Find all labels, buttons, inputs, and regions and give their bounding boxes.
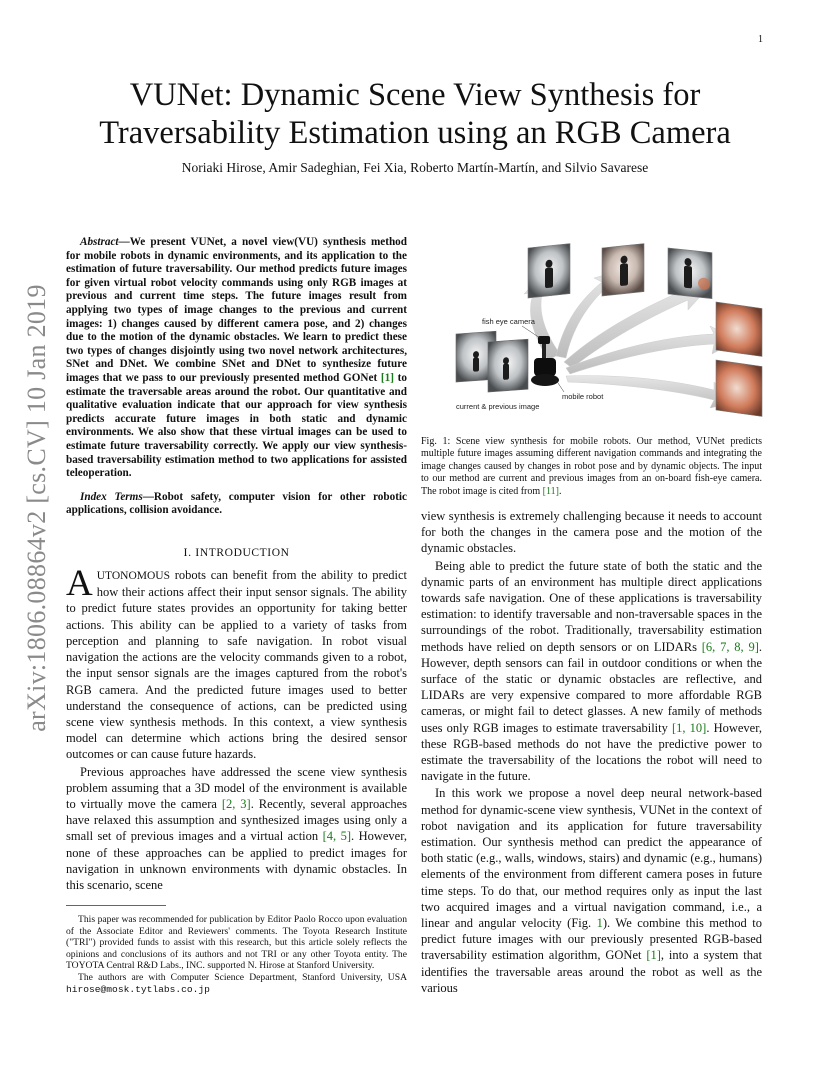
title-line-2: Traversability Estimation using an RGB Camera <box>99 115 731 151</box>
intro-p2-text-b: . Recently, several approaches have relaxed this assumption and synthesized images using only a small set of previous images and a virtual action <box>66 796 408 844</box>
predicted-image-3 <box>668 248 712 299</box>
abstract <box>66 236 407 481</box>
figure-1-caption <box>421 436 762 498</box>
abstract-text-end: to estimate the traversable areas around the robot. Our quantitative and qualitative evaluation indicate that our approach for view synthesis predicts accurate future images in both static and dynamic environments. We also show that these virtual images can be used to estimate future traversability correctly. We apply our view synthesis-based traversability estimation method to two applications for assisted teleoperation. <box>66 371 407 480</box>
label-current-previous-image: current & previous image <box>456 402 540 411</box>
right-paragraph-1 <box>421 558 762 785</box>
predicted-image-5 <box>716 360 762 416</box>
predicted-image-2 <box>602 244 644 296</box>
right-p1-text-a: Being able to predict the future state of both the static and the dynamic parts of an environment has multiple direct applications towards safe navigation. One of these applications is traversability estimation: to identify traversable and non-traversable spaces in the surroundings of the robot. Traditionally, traversability estimation methods have relied on depth sensors or on LIDARs <box>421 558 762 654</box>
caption-text: Fig. 1: Scene view synthesis for mobile robots. Our method, VUNet predicts multiple future images assuming different navigation commands and integrating the image changes caused by changes in robot pose and by dynamic objects. The input to our method are current and previous images from an on-board fish-eye camera. The robot image is cited from <box>421 436 762 497</box>
citation-link[interactable]: [1, 10] <box>672 720 707 735</box>
intro-paragraph-1 <box>66 563 407 762</box>
intro-paragraph-2 <box>66 764 407 894</box>
abstract-lead: Abstract <box>80 236 119 248</box>
figure-1 <box>452 242 764 418</box>
section-number: I. <box>183 544 196 559</box>
current-image <box>488 339 528 392</box>
footnote-affiliation-text: The authors are with Computer Science Department, Stanford University, USA <box>78 971 407 983</box>
section-heading-initial: I <box>195 544 200 559</box>
page-number: 1 <box>758 34 763 45</box>
predicted-image-4 <box>716 302 762 356</box>
right-p2-text-a: In this work we propose a novel deep neural network-based method for dynamic-scene view synthesis, VUNet in the context of robot navigation and its application for future traversability estimation. Our synthesis method can predict the appearance of both static (e.g., walls, windows, stairs) and dynamic (e.g., humans) elements of the environment from different camera poses in future time steps. To do that, our method requires only as input the last two acquired images and a virtual navigation command, i.e., a linear and angular velocity (Fig. <box>421 786 762 931</box>
title-line-1: VUNet: Dynamic Scene View Synthesis for <box>129 77 701 113</box>
drop-cap: A <box>66 563 93 605</box>
intro-p2-text-c: . However, none of these approaches can be applied to predict images for navigation in unknown environments with dynamic obstacles. In this scenario, scene <box>66 829 408 892</box>
index-terms-text: —Robot safety, computer vision for other robotic applications, collision avoidance. <box>66 490 407 517</box>
opening-caps: UTONOMOUS <box>96 570 171 583</box>
section-heading-introduction <box>66 544 407 561</box>
author-list: Noriaki Hirose, Amir Sadeghian, Fei Xia, Roberto Martín-Martín, and Silvio Savarese <box>181 160 649 175</box>
index-terms-lead: Index Terms <box>80 490 143 503</box>
right-paragraph-0: view synthesis is extremely challenging because it needs to account for both the changes in the camera pose and the motion of the dynamic obstacles. <box>421 509 762 556</box>
footnote-affiliation <box>66 972 407 995</box>
section-heading-rest: NTRODUCTION <box>199 546 290 559</box>
index-terms <box>66 491 407 518</box>
citation-link[interactable]: [1] <box>380 371 394 384</box>
citation-link[interactable]: [2, 3] <box>221 796 251 811</box>
citation-link[interactable]: [11] <box>542 485 559 497</box>
label-fish-eye-camera: fish eye camera <box>482 317 535 326</box>
predicted-image-1 <box>528 244 570 298</box>
right-p2-text-c: , into a system that identifies the traversable areas around the robot as well as the various <box>421 948 762 995</box>
author-email: hirose@mosk.tytlabs.co.jp <box>66 983 210 995</box>
right-p2-text-b: ). We combine this method to predict future images with our previously presented RGB-based traversability estimation algorithm, GONet <box>421 916 762 963</box>
left-column <box>66 236 407 893</box>
citation-link[interactable]: [4, 5] <box>322 829 351 844</box>
intro-p2-text-a: Previous approaches have addressed the scene view synthesis problem assuming that a 3D model of the environment is available to virtually move the camera <box>66 764 407 811</box>
citation-link[interactable]: [6, 7, 8, 9] <box>701 639 759 654</box>
right-p1-text-c: . However, these RGB-based methods do not have the predictive power to estimate the traversability of the locations the robot will need to navigate in the future. <box>421 720 763 784</box>
arxiv-stamp-text: arXiv:1806.08864v2 [cs.CV] 10 Jan 2019 <box>22 284 52 732</box>
abstract-text: —We present VUNet, a novel view(VU) synthesis method for mobile robots in dynamic environments, and its application to the estimation of future traversability. Our method predicts future images for given virtual robot velocity commands using only RGB images at previous and current time steps. The future images result from applying two types of image changes to the previous and current images: 1) changes caused by different camera pose, and 2) changes due to the motion of the dynamic obstacles. We learn to predict these two types of changes disjointly using two novel network architectures, SNet and DNet. We combine SNet and DNet to synthesize future images that we pass to our previously presented method GONet <box>66 236 407 384</box>
paper-title <box>70 76 760 152</box>
right-p1-text-b: . However, depth sensors can fail in outdoor conditions or when the surface of the static or dynamic obstacles are reflective, and LIDARs are very expensive compared to more affordable RGB cameras, or might fail to detect glasses. A new family of methods uses only RGB images to estimate traversability <box>421 639 763 735</box>
arxiv-stamp <box>22 284 52 732</box>
footnote-editor: This paper was recommended for publication by Editor Paolo Rocco upon evaluation of the Associate Editor and Reviewers' comments. The Toyota Research Institute ("TRI") provided funds to assist with this research, but this article solely reflects the opinions and conclusions of its authors and not TRI or any other Toyota entity. The TOYOTA Central R&D Labs., INC. supported N. Hirose at Stanford University. <box>66 914 407 972</box>
footnote-rule <box>66 905 166 906</box>
right-column <box>421 508 762 996</box>
figure-reference-link[interactable]: 1 <box>596 916 603 931</box>
caption-text-end: . <box>558 485 562 497</box>
footnotes <box>66 914 407 995</box>
citation-link[interactable]: [1] <box>646 948 661 963</box>
label-mobile-robot: mobile robot <box>562 392 604 401</box>
intro-p1-text: robots can benefit from the ability to predict how their actions affect their input sensor signals. The ability to predict future states provides an opportunity for taking better actions. This ability can be applied to a variety of tasks from perception and planning to safe navigation. In robot visual navigation the actions are the velocity commands given to a robot, the input sensor signals are the images captured from the robot's RGB camera. And the predicted future images used to better understand the consequence of actions, can be predicted using scene view synthesis methods. In this context, a view synthesis model can determine which actions bring the desired sensor outcomes or can cause future hazards. <box>66 568 407 762</box>
right-paragraph-2 <box>421 785 762 996</box>
mobile-robot-image <box>531 336 559 386</box>
